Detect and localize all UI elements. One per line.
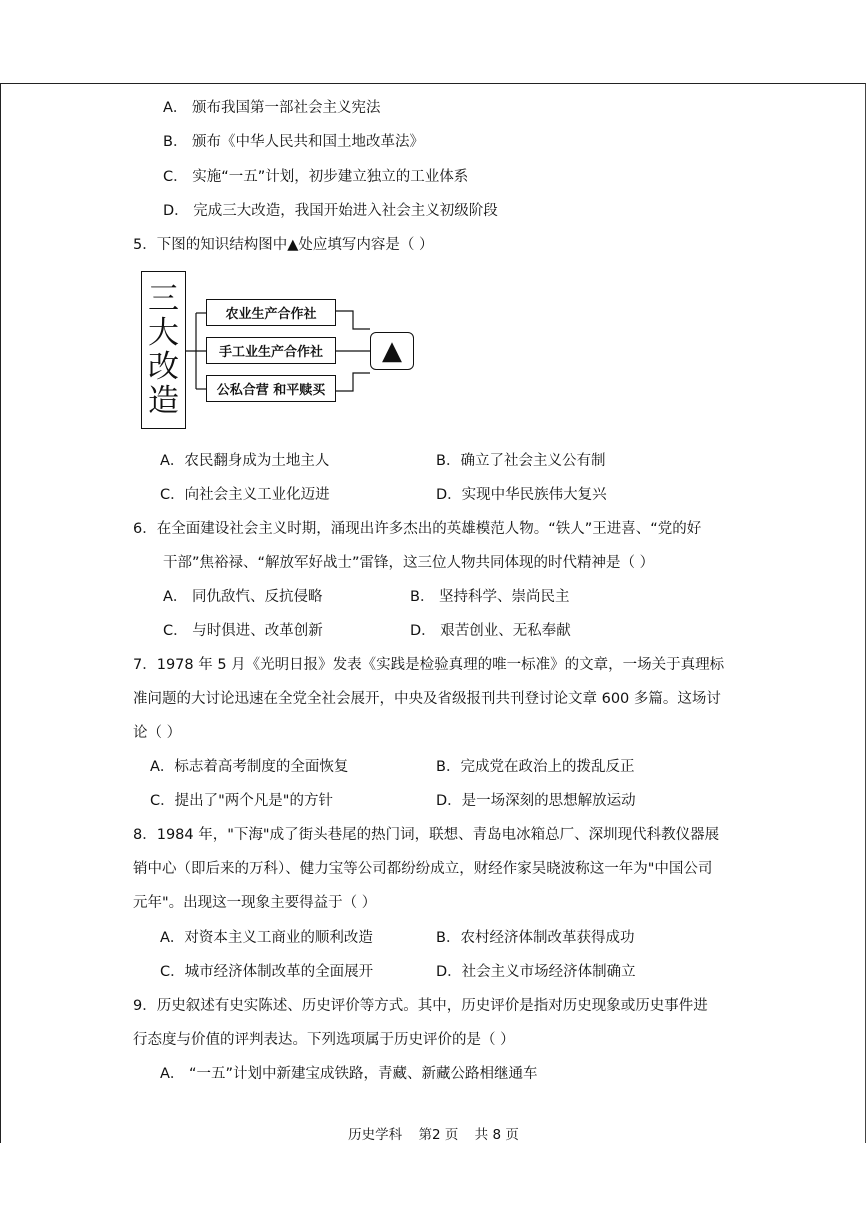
q8-option-b: B．农村经济体制改革获得成功 — [436, 930, 635, 946]
diagram-item-capitalist: 公私合营 和平赎买 — [206, 375, 336, 402]
knowledge-diagram — [141, 271, 421, 431]
q4-option-a: A． 颁布我国第一部社会主义宪法 — [163, 100, 381, 116]
diagram-main-char: 三 — [148, 281, 179, 317]
diagram-main-char: 大 — [148, 315, 179, 351]
q7-option-d: D．是一场深刻的思想解放运动 — [436, 793, 636, 809]
q9-stem-line: 行态度与价值的评判表达。下列选项属于历史评价的是（ ） — [133, 1032, 515, 1048]
q4-option-b: B． 颁布《中华人民共和国土地改革法》 — [163, 134, 425, 150]
q7-option-c: C．提出了"两个凡是"的方针 — [150, 793, 333, 809]
q4-option-c: C． 实施“一五”计划，初步建立独立的工业体系 — [163, 169, 469, 185]
q8-stem-line: 元年"。出现这一现象主要得益于（ ） — [133, 895, 377, 911]
q9-option-a: A． “一五”计划中新建宝成铁路，青藏、新藏公路相继通车 — [160, 1066, 538, 1082]
footer-page-number: 第2 页 — [418, 1127, 459, 1143]
q6-stem-line: 6．在全面建设社会主义时期，涌现出许多杰出的英雄模范人物。“铁人”王进喜、“党的好 — [133, 521, 702, 537]
footer-total-pages: 共 8 页 — [474, 1127, 519, 1143]
q5-option-a: A．农民翻身成为土地主人 — [160, 453, 330, 469]
q7-stem-line: 7．1978 年 5 月《光明日报》发表《实践是检验真理的唯一标准》的文章，一场关于真理标 — [133, 657, 725, 673]
q8-stem-line: 8．1984 年，"下海"成了街头巷尾的热门词，联想、青岛电冰箱总厂、深圳现代科教仪器展 — [133, 827, 720, 843]
q5-option-c: C．向社会主义工业化迈进 — [160, 487, 330, 503]
diagram-item-handicraft: 手工业生产合作社 — [206, 337, 336, 364]
diagram-item-agriculture: 农业生产合作社 — [206, 299, 336, 326]
q7-option-b: B．完成党在政治上的拨乱反正 — [436, 759, 635, 775]
q6-option-a: A． 同仇敌忾、反抗侵略 — [163, 589, 323, 605]
diagram-main-char: 造 — [148, 383, 179, 419]
page-footer — [0, 1123, 867, 1143]
q7-option-a: A．标志着高考制度的全面恢复 — [150, 759, 349, 775]
q6-option-c: C． 与时俱进、改革创新 — [163, 623, 323, 639]
footer-subject: 历史学科 — [348, 1127, 403, 1143]
q4-option-d: D． 完成三大改造，我国开始进入社会主义初级阶段 — [163, 203, 498, 219]
q8-stem-line: 销中心（即后来的万科）、健力宝等公司都纷纷成立，财经作家吴晓波称这一年为"中国公司 — [133, 861, 713, 877]
q8-option-d: D．社会主义市场经济体制确立 — [436, 964, 636, 980]
diagram-main-char: 改 — [148, 349, 179, 385]
q5-stem: 5．下图的知识结构图中▲处应填写内容是（ ） — [133, 237, 434, 253]
q6-option-b: B． 坚持科学、崇尚民主 — [410, 589, 570, 605]
q9-stem-line: 9．历史叙述有史实陈述、历史评价等方式。其中，历史评价是指对历史现象或历史事件进 — [133, 998, 708, 1014]
q5-option-d: D．实现中华民族伟大复兴 — [436, 487, 607, 503]
q5-option-b: B．确立了社会主义公有制 — [436, 453, 606, 469]
triangle-placeholder-icon: ▲ — [370, 332, 414, 370]
q6-option-d: D． 艰苦创业、无私奉献 — [410, 623, 571, 639]
q6-stem-line: 干部”焦裕禄、“解放军好战士”雷锋，这三位人物共同体现的时代精神是（ ） — [163, 555, 655, 571]
q7-stem-line: 准问题的大讨论迅速在全党全社会展开，中央及省级报刊共刊登讨论文章 600 多篇。这场讨 — [133, 691, 721, 707]
q8-option-a: A．对资本主义工商业的顺利改造 — [160, 930, 373, 946]
q7-stem-line: 论（ ） — [133, 725, 182, 741]
q8-option-c: C．城市经济体制改革的全面展开 — [160, 964, 374, 980]
